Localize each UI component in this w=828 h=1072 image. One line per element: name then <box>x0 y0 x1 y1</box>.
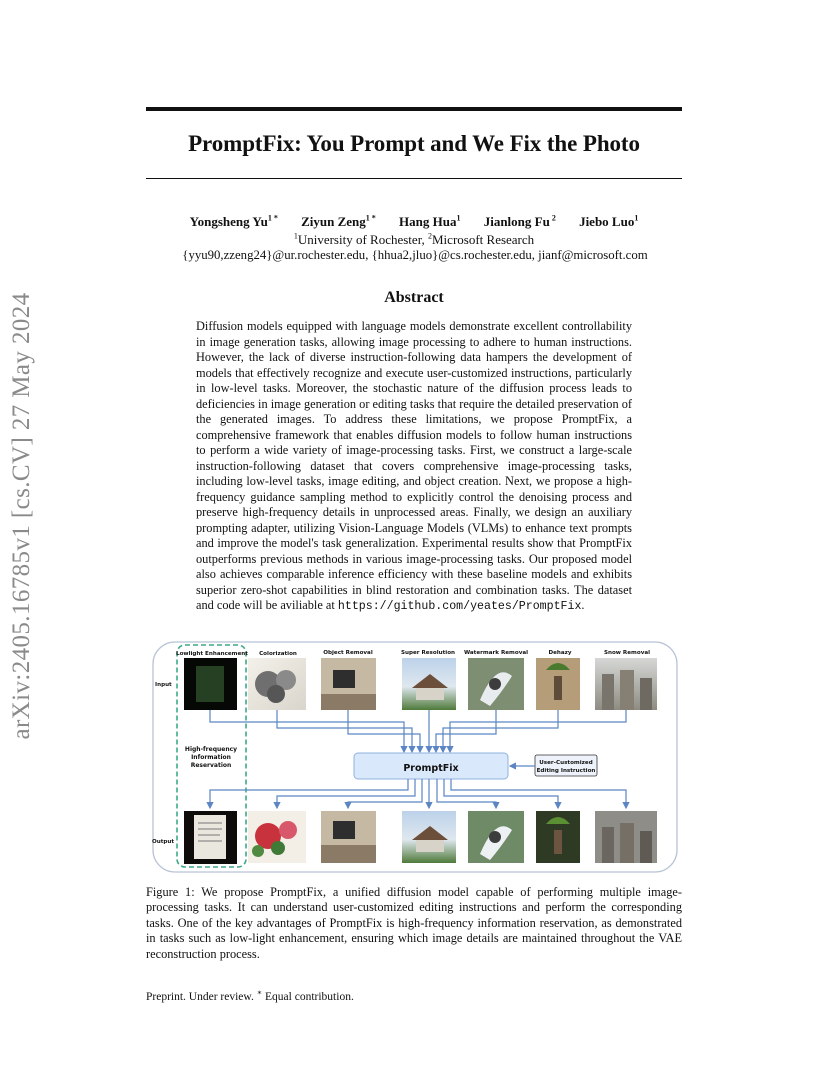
task-label: Watermark Removal <box>463 650 529 656</box>
task-label: Dehazy <box>548 650 572 656</box>
author: Hang Hua$^1$ <box>399 213 461 229</box>
hf-note-line: Reservation <box>190 762 232 769</box>
title-rule-top <box>146 107 682 111</box>
task-label: Super Resolution <box>400 650 456 656</box>
affiliations: $^1$University of Rochester, $^2$Microsoft Research <box>293 231 535 247</box>
hf-note-line: Information <box>191 754 231 761</box>
instruction-line: User-Customized <box>539 760 593 766</box>
task-label: Lowlight Enhancement <box>176 651 248 657</box>
code-url-link[interactable]: https://github.com/yeates/PromptFix <box>337 600 582 613</box>
author: Ziyun Zeng$^{1 *}$ <box>301 213 376 229</box>
figure-1-diagram <box>150 640 680 876</box>
abstract-body: Diffusion models equipped with language models demonstrate excellent controllability in image generation tasks, allowing image processing to adhere to human instructions. However, the lack of diverse instruction-following data hampers the development of models that effectively recognize and execute user-customized instructions, particularly in low-level tasks. Moreover, the stochastic nature of the diffusion process leads to deficiencies in image generation or editing tasks that require the detailed preservation of the generated images. To address these limitations, we propose PromptFix, a comprehensive framework that enables diffusion models to follow human instructions to perform a wide variety of image-processing tasks. First, we construct a large-scale instruction-following dataset that covers comprehensive image-processing tasks, including low-level tasks, image editing, and object creation. Next, we propose a high-frequency guidance sampling method to explicitly control the denoising process and preserve high-frequency details in unprocessed areas. Finally, we design an auxiliary prompting adapter, utilizing Vision-Language Models (VLMs) to enhance text prompts and improve the model's task generalization. Experimental results show that PromptFix outperforms previous methods in various image-processing tasks. Our proposed model also achieves comparable inference efficiency with these baseline models and exhibits superior zero-shot capabilities in blind restoration and combination tasks. The dataset and code will be aviliable at https://github.com/yeates/PromptFix. <box>196 319 632 613</box>
footnote: Preprint. Under review. ∗ Equal contribution. <box>146 988 354 1003</box>
input-row-label: Input <box>155 682 172 688</box>
task-label: Object Removal <box>323 650 373 656</box>
task-label: Colorization <box>259 651 297 657</box>
instruction-line: Editing Instruction <box>536 768 596 774</box>
title-rule-bottom <box>146 178 682 179</box>
author: Jiebo Luo$^1$ <box>579 213 639 229</box>
promptfix-label: PromptFix <box>403 763 459 774</box>
hf-note-line: High-frequency <box>184 746 238 753</box>
author: Jianlong Fu $^2$ <box>483 213 556 229</box>
author: Yongsheng $Yu^{1 *}$ <box>189 213 278 229</box>
author-emails: {yyu90,zzeng24}@ur.rochester.edu, {hhua2,jluo}@cs.rochester.edu, jianf@microsoft.com <box>182 248 648 262</box>
paper-title: PromptFix: You Prompt and We Fix the Photo <box>188 131 640 156</box>
abstract-heading: Abstract <box>384 289 444 306</box>
figure-caption: Figure 1: We propose PromptFix, a unified diffusion model capable of performing multiple image-processing tasks. It can understand user-customized editing instructions and perform the corresponding tasks. One of the key advantages of PromptFix is high-frequency information reservation, as demonstrated in tasks such as low-light enhancement, ensuring which image details are maintained throughout the VAE reconstruction process. <box>146 885 682 961</box>
author-list <box>146 214 682 230</box>
output-row-label: Output <box>152 839 175 845</box>
task-label: Snow Removal <box>603 650 651 656</box>
